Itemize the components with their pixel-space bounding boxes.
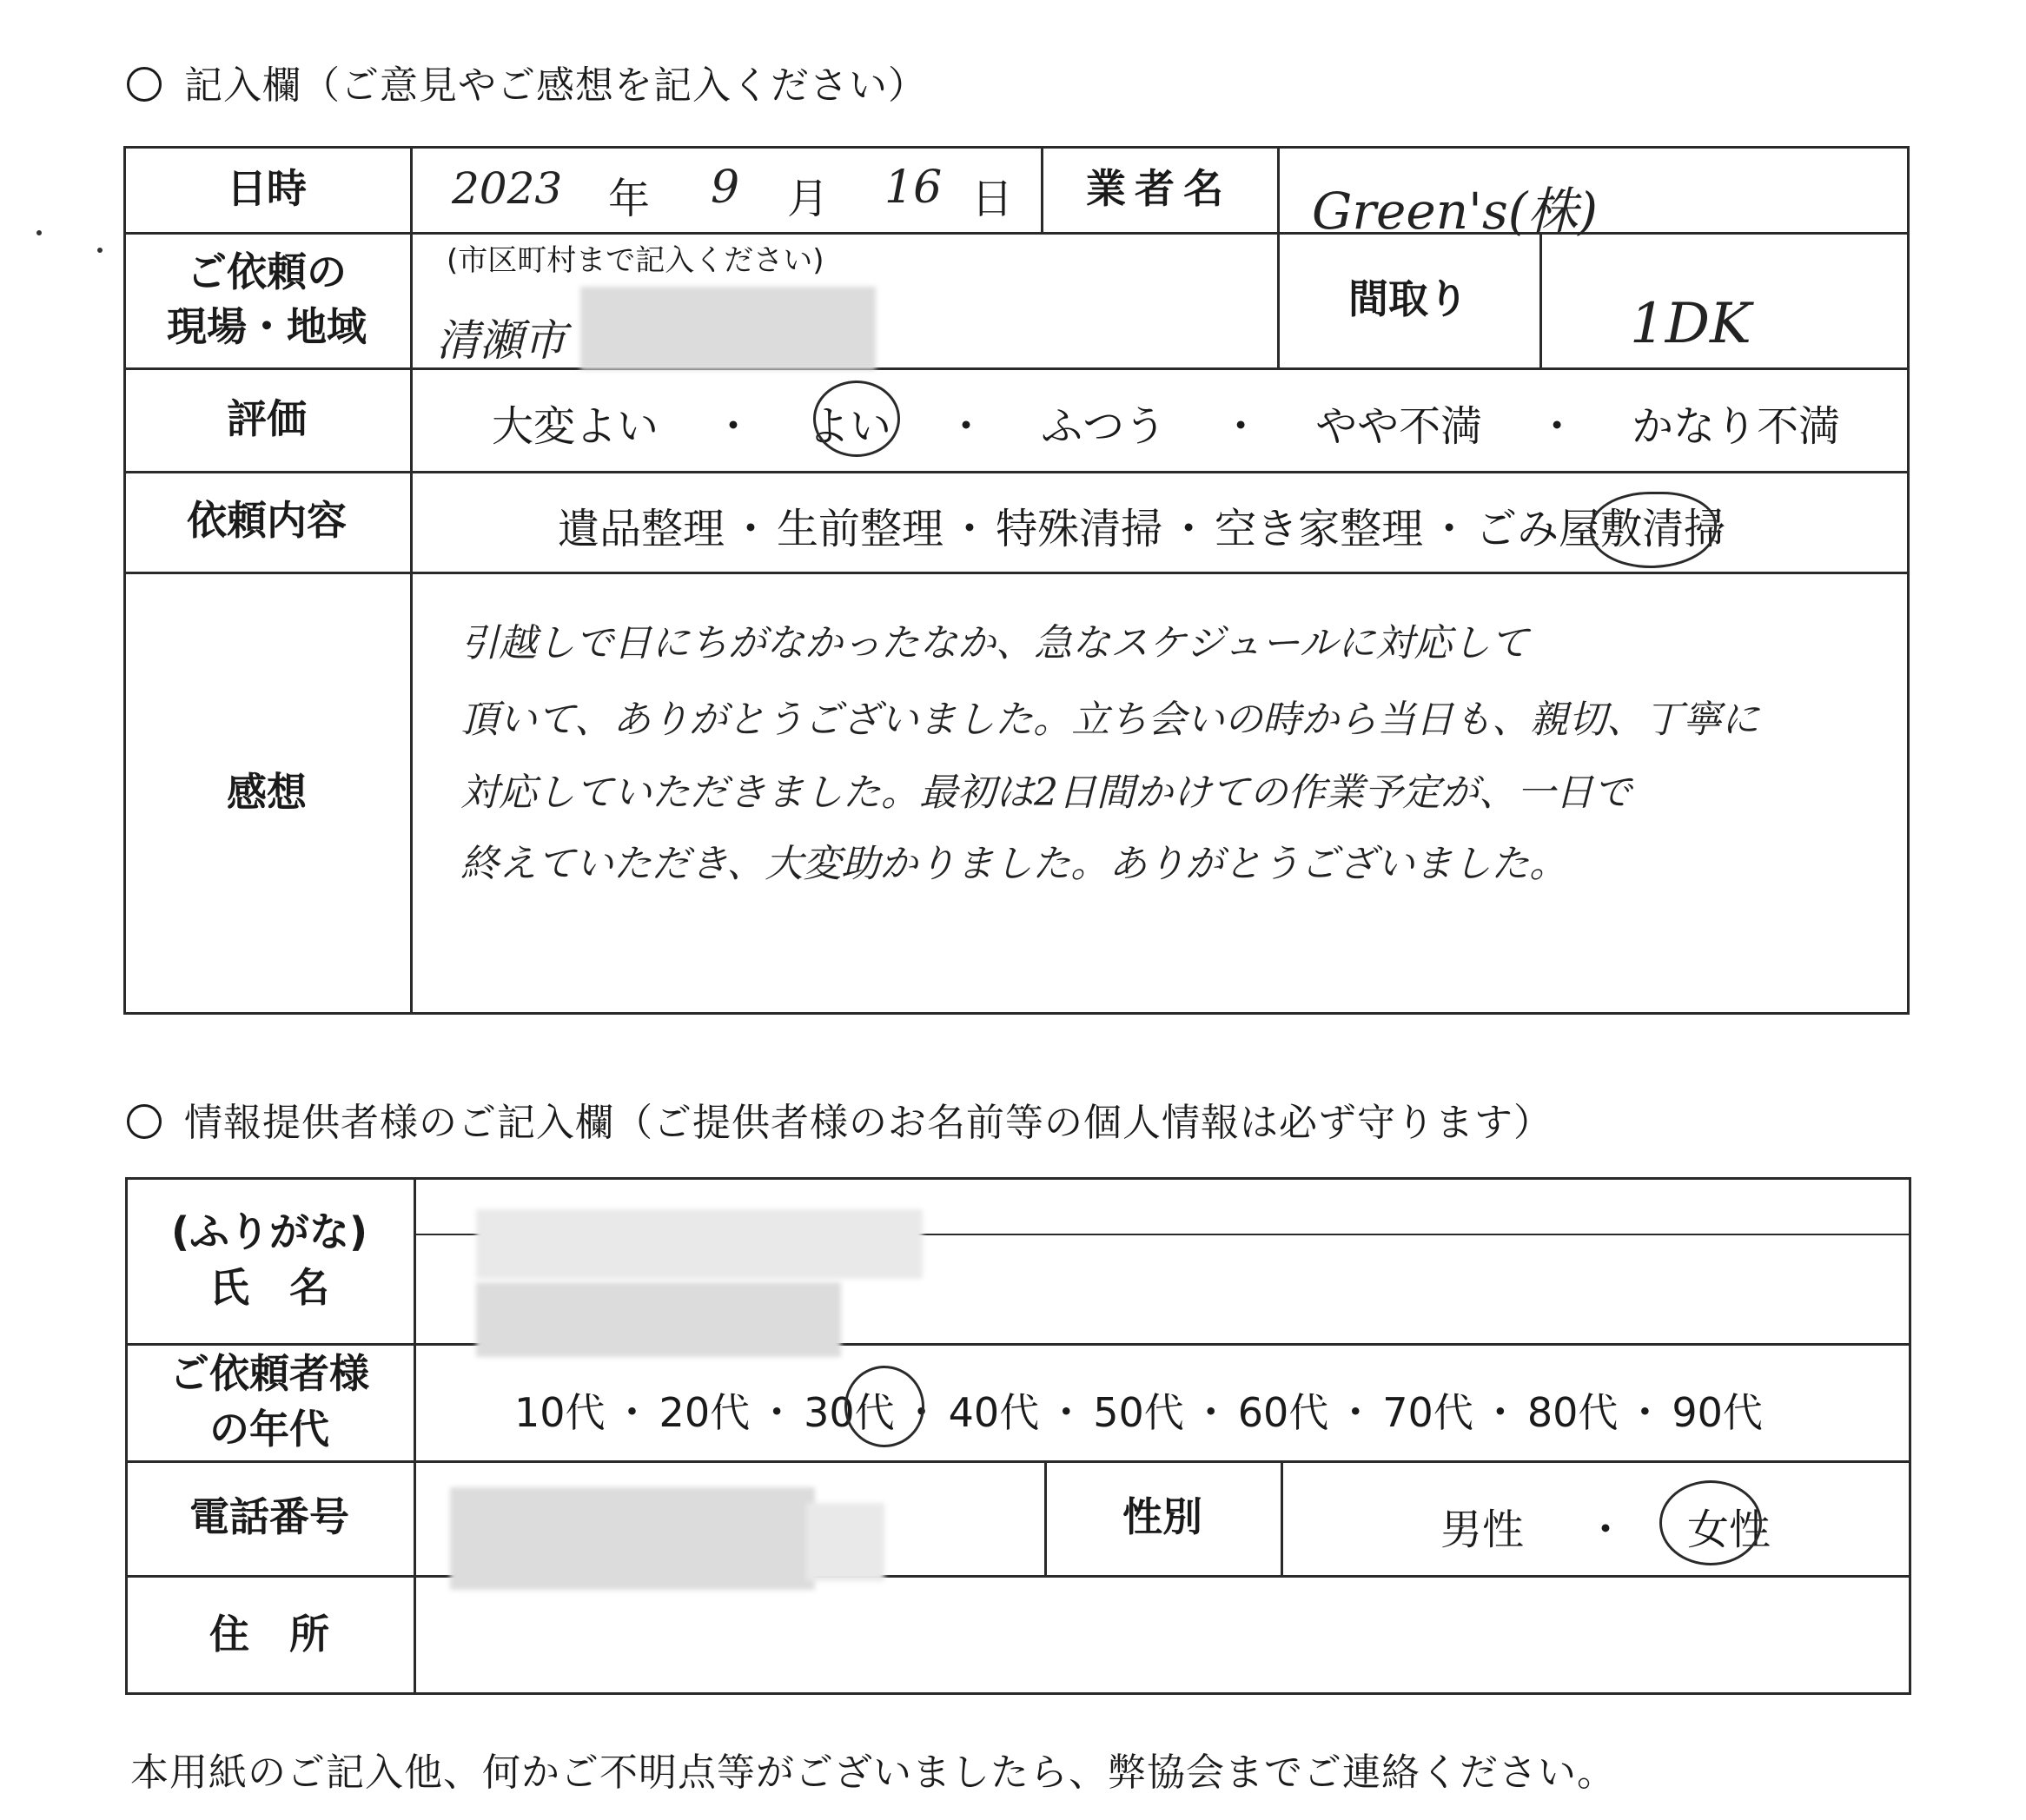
age-option[interactable]: 20代: [659, 1389, 751, 1436]
age-option[interactable]: 50代: [1093, 1389, 1184, 1436]
gender-option[interactable]: 男性: [1440, 1506, 1525, 1554]
site-value: 清瀬市: [436, 315, 566, 366]
age-option-selected[interactable]: 30代: [804, 1389, 895, 1436]
date-year: 2023: [452, 163, 563, 214]
redacted-phone-extra: [806, 1503, 884, 1581]
gender-options: 男性 ・ 女性: [1440, 1496, 1771, 1556]
age-option[interactable]: 40代: [948, 1389, 1040, 1436]
redacted-phone: [450, 1487, 815, 1590]
site-label: [123, 232, 410, 367]
phone-label: 電話番号: [189, 1493, 349, 1541]
age-option[interactable]: 70代: [1382, 1389, 1473, 1436]
name-label-name: 氏 名: [209, 1263, 329, 1311]
rating-options: 大変よい ・ よい ・ ふつう ・ やや不満 ・ かなり不満: [492, 393, 1840, 453]
site-label-line2: 現場・地域: [167, 303, 367, 350]
age-option[interactable]: 80代: [1526, 1389, 1619, 1436]
section1-heading-text: 記入欄（ご意見やご感想を記入ください）: [184, 63, 927, 108]
layout-label: 間取り: [1348, 275, 1468, 323]
address-label: 住 所: [209, 1611, 329, 1658]
age-label: [125, 1343, 414, 1460]
section2-heading-text: 情報提供者様のご記入欄（ご提供者様のお名前等の個人情報は必ず守ります）: [184, 1101, 1553, 1145]
request-option[interactable]: 生前整理: [777, 505, 944, 553]
rating-selection-circle: [813, 381, 900, 457]
age-selection-circle: [844, 1366, 924, 1447]
date-day: 16: [884, 162, 943, 214]
name-label-furigana: (ふりがな): [170, 1208, 368, 1256]
layout-value: 1DK: [1630, 292, 1751, 356]
site-label-line1: ご依頼の: [187, 248, 347, 295]
age-option[interactable]: 90代: [1672, 1389, 1763, 1436]
footer-note: 本用紙のご記入他、何かご不明点等がございましたら、弊協会までご連絡ください。: [130, 1751, 1616, 1795]
age-option[interactable]: 60代: [1237, 1389, 1329, 1436]
request-options: 遺品整理 ・ 生前整理 ・ 特殊清掃 ・ 空き家整理 ・ ごみ屋敷清掃: [558, 495, 1725, 555]
date-day-unit: 日: [971, 175, 1014, 223]
rating-option[interactable]: 大変よい: [492, 402, 659, 451]
gender-option-selected[interactable]: 女性: [1687, 1506, 1771, 1554]
redacted-name: [476, 1282, 841, 1357]
age-label-line1: ご依頼者様: [169, 1350, 369, 1398]
vendor-value: Green's(株): [1312, 182, 1599, 241]
date-label: 日時: [227, 164, 307, 212]
impression-label: 感想: [227, 769, 307, 817]
date-month: 9: [711, 162, 740, 214]
rating-option[interactable]: やや不満: [1315, 402, 1483, 451]
rating-option[interactable]: ふつう: [1041, 402, 1167, 451]
request-label: 依頼内容: [187, 497, 347, 545]
impression-line-2: 頂いて、ありがとうございました。立ち会いの時から当日も、親切、丁寧に: [460, 698, 1760, 742]
impression-line-1: 引越しで日にちがなかったなか、急なスケジュールに対応して: [460, 621, 1529, 665]
request-option[interactable]: 空き家整理: [1215, 505, 1424, 553]
gender-selection-circle: [1659, 1480, 1762, 1565]
rating-label: 評価: [227, 394, 307, 442]
circle-bullet-icon: [127, 67, 162, 102]
rating-option[interactable]: かなり不満: [1632, 402, 1841, 451]
section1-heading: [127, 54, 927, 109]
age-options: 10代 ・ 20代 ・ 30代 ・ 40代 ・ 50代 ・ 60代 ・ 70代 ・ 80代 ・ 90代: [514, 1381, 1763, 1439]
impression-line-4: 終えていただき、大変助かりました。ありがとうございました。: [460, 842, 1568, 886]
paper-speck: [97, 248, 103, 253]
circle-bullet-icon: [127, 1104, 162, 1139]
impression-line-3: 対応していただきました。最初は2日間かけての作業予定が、一日で: [460, 771, 1632, 815]
rating-option-selected[interactable]: よい: [808, 402, 892, 451]
date-year-unit: 年: [608, 175, 651, 223]
request-option[interactable]: 遺品整理: [558, 505, 725, 553]
paper-speck: [36, 230, 42, 235]
name-label: [125, 1177, 414, 1343]
request-option[interactable]: 特殊清掃: [996, 505, 1163, 553]
redacted-furigana: [476, 1209, 923, 1279]
redacted-site-detail: [580, 287, 876, 370]
age-label-line2: の年代: [209, 1405, 329, 1453]
date-month-unit: 月: [787, 175, 830, 223]
site-note: (市区町村まで記入ください): [447, 243, 824, 278]
vendor-label: 業者名: [1086, 164, 1232, 212]
section2-heading: [127, 1091, 1553, 1147]
request-option-selected[interactable]: ごみ屋敷清掃: [1475, 505, 1726, 553]
gender-label: 性別: [1122, 1493, 1202, 1541]
age-option[interactable]: 10代: [514, 1389, 606, 1436]
